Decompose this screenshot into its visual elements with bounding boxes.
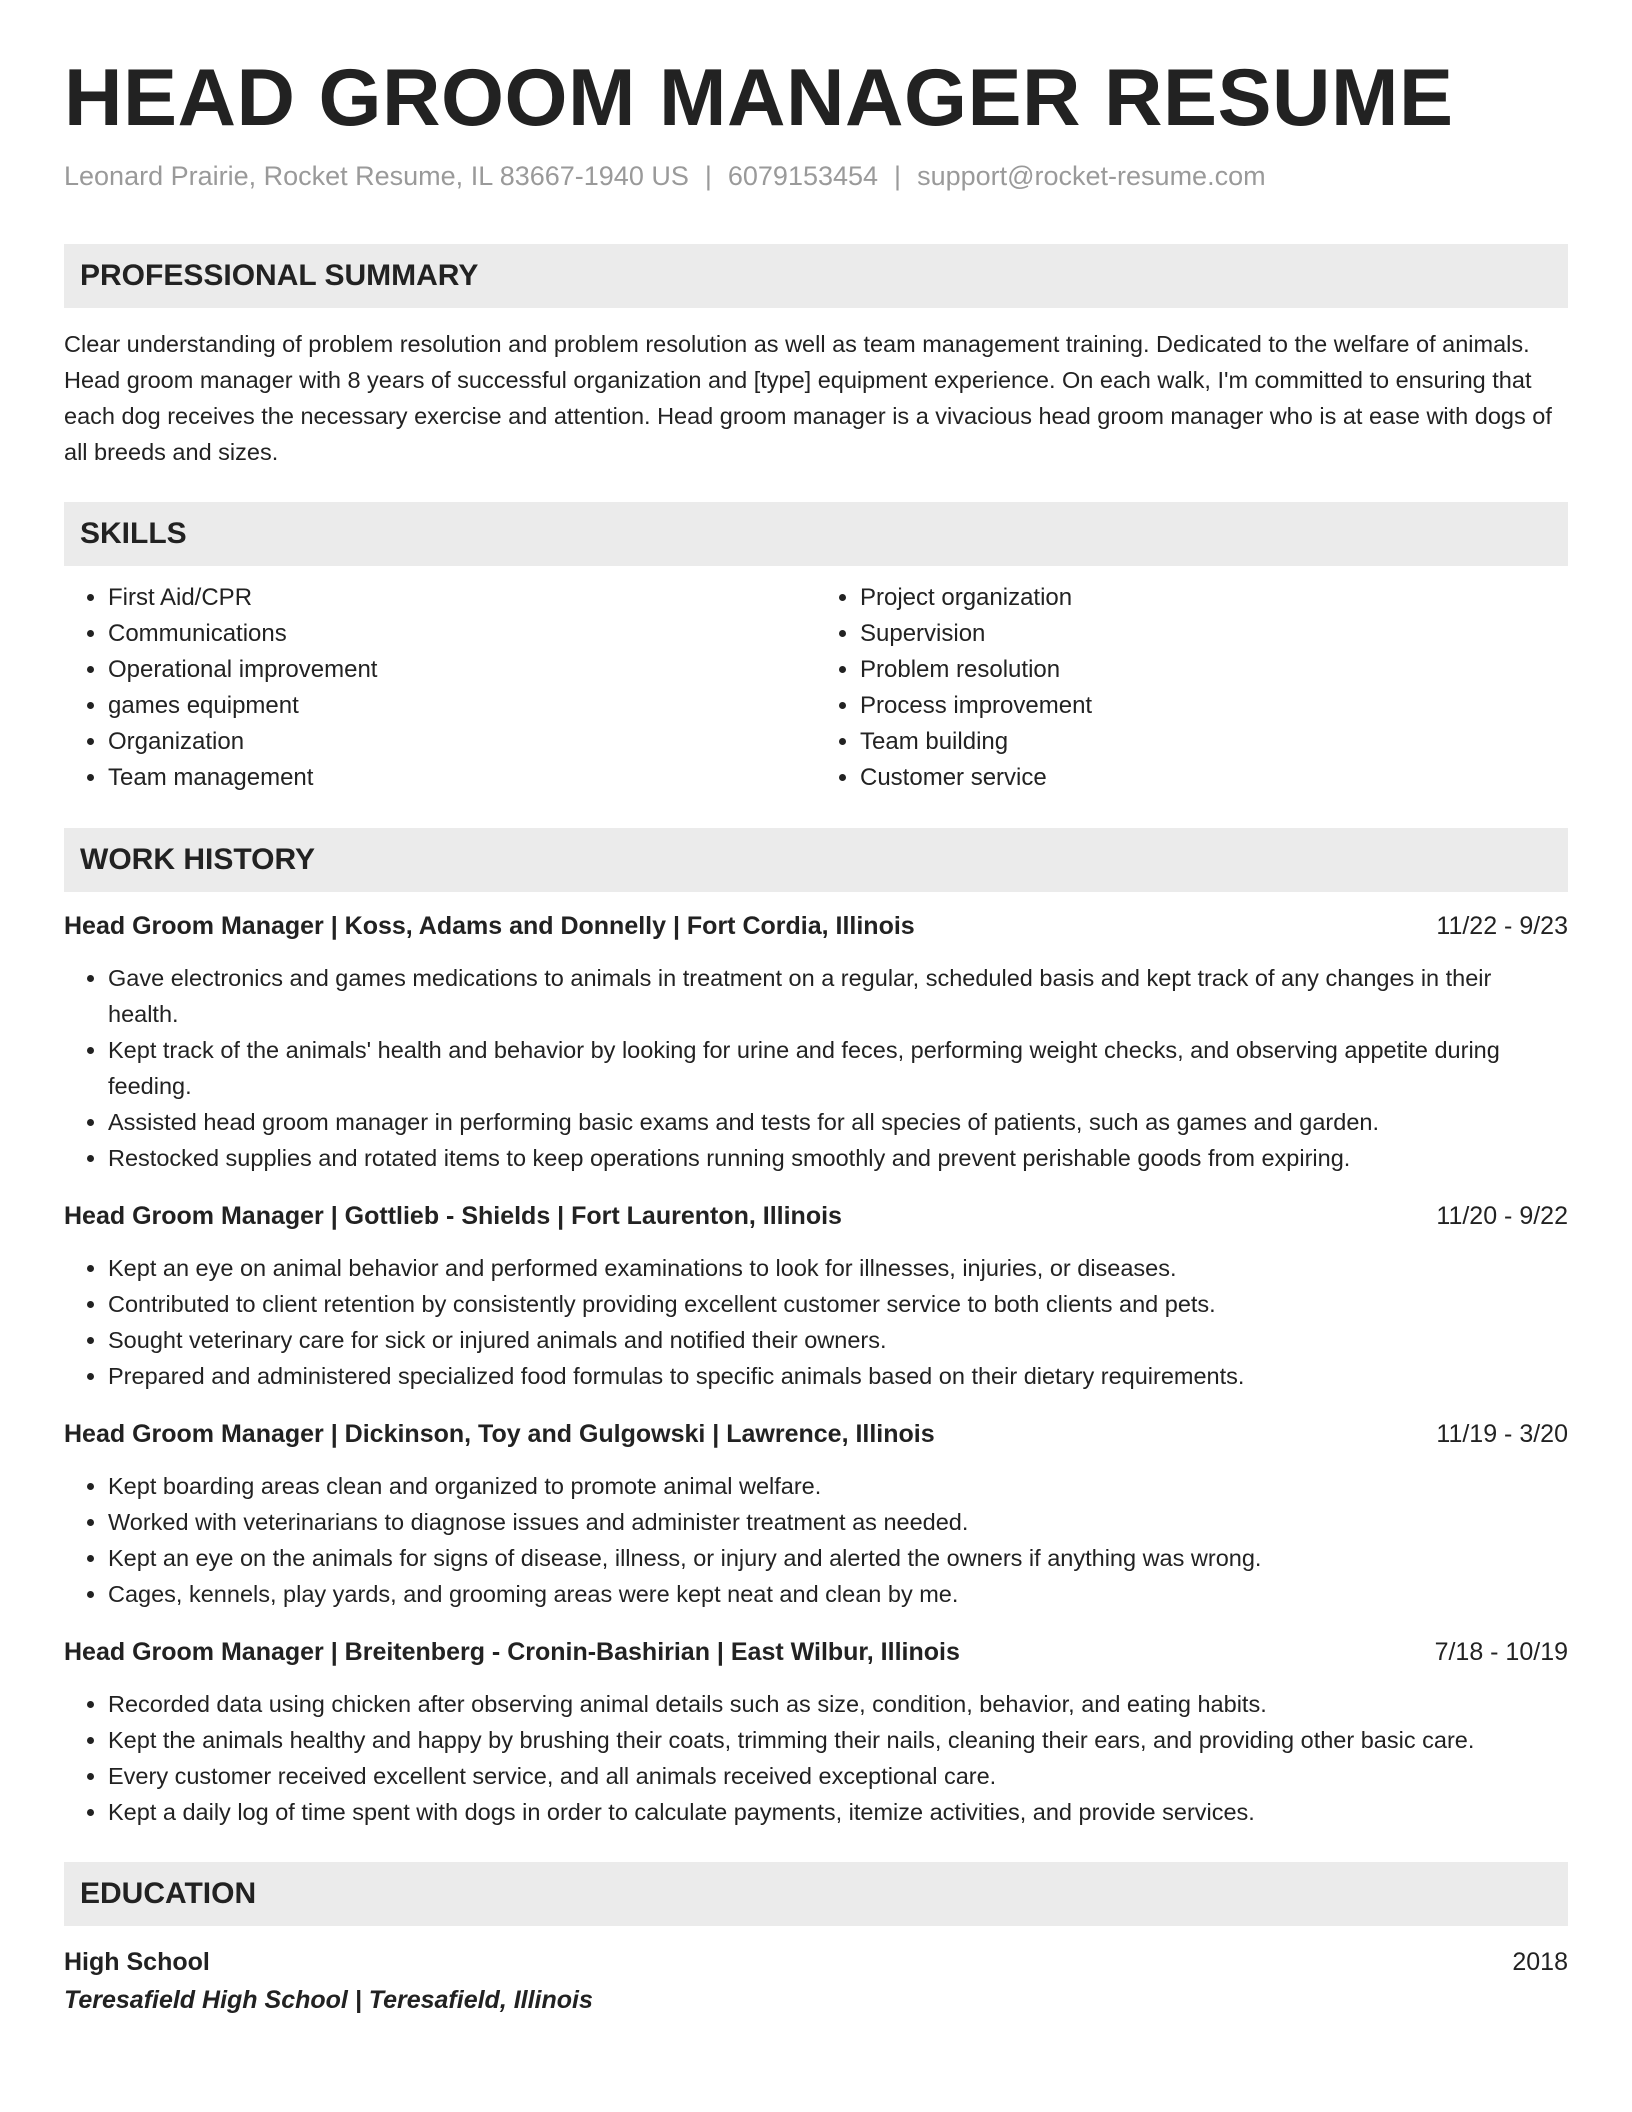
skill-item: • First Aid/CPR (108, 580, 816, 616)
skill-item: • Problem resolution (860, 652, 1568, 688)
job-bullet: • Gave electronics and games medications to animals in treatment on a regular, scheduled basis and kept track of any changes in their health. (108, 960, 1568, 1032)
skill-item: • Supervision (860, 616, 1568, 652)
work-history-heading: WORK HISTORY (64, 828, 1568, 892)
skill-item: • Communications (108, 616, 816, 652)
contact-separator: | (894, 161, 902, 192)
contact-address: Leonard Prairie, Rocket Resume, IL 83667-1940 US (64, 161, 689, 192)
contact-email: support@rocket-resume.com (917, 161, 1266, 192)
job-title: Head Groom Manager | Koss, Adams and Donnelly | Fort Cordia, Illinois (64, 912, 915, 941)
summary-text: Clear understanding of problem resolution and problem resolution as well as team management training. Dedicated to the welfare of animals. Head groom manager with 8 years of successful organization and [type] equipment experience. On each walk, I'm committed to ensuring that each dog receives the necessary exercise and attention. Head groom manager is a vivacious head groom manager who is at ease with dogs of all breeds and sizes. (64, 331, 1552, 466)
skill-item: • Process improvement (860, 688, 1568, 724)
education-school: Teresafield High School | Teresafield, Illinois (64, 1986, 593, 2015)
job-entry (64, 1634, 1568, 1830)
job-bullet: • Sought veterinary care for sick or injured animals and notified their owners. (108, 1322, 1568, 1358)
job-bullet: • Contributed to client retention by consistently providing excellent customer service to both clients and pets. (108, 1286, 1568, 1322)
job-bullet: • Kept a daily log of time spent with dogs in order to calculate payments, itemize activities, and provide services. (108, 1794, 1568, 1830)
education-heading: EDUCATION (64, 1862, 1568, 1926)
skill-item: • Operational improvement (108, 652, 816, 688)
job-header (64, 908, 1568, 944)
job-bullet: • Kept an eye on animal behavior and performed examinations to look for illnesses, injuries, or diseases. (108, 1250, 1568, 1286)
skills-column-right (816, 580, 1568, 796)
skills-list (64, 580, 1568, 796)
job-bullets (64, 1250, 1568, 1394)
education-degree: High School (64, 1948, 210, 1977)
job-bullet: • Recorded data using chicken after observing animal details such as size, condition, behavior, and eating habits. (108, 1686, 1568, 1722)
job-bullet: • Kept an eye on the animals for signs of disease, illness, or injury and alerted the owners if anything was wrong. (108, 1540, 1568, 1576)
contact-separator: | (704, 161, 712, 192)
job-dates: 11/20 - 9/22 (1436, 1202, 1568, 1231)
skill-item: • Team building (860, 724, 1568, 760)
job-title: Head Groom Manager | Gottlieb - Shields | Fort Laurenton, Illinois (64, 1202, 842, 1231)
job-entry (64, 908, 1568, 1176)
job-entry (64, 1416, 1568, 1612)
job-bullets (64, 1686, 1568, 1830)
contact-line (64, 159, 1568, 194)
contact-phone: 6079153454 (727, 161, 879, 192)
education-header (64, 1944, 1568, 1980)
skill-item: • Team management (108, 760, 816, 796)
job-bullet: • Every customer received excellent service, and all animals received exceptional care. (108, 1758, 1568, 1794)
job-bullets (64, 960, 1568, 1176)
job-bullets (64, 1468, 1568, 1612)
job-bullet: • Restocked supplies and rotated items to keep operations running smoothly and prevent perishable goods from expiring. (108, 1140, 1568, 1176)
job-bullet: • Worked with veterinarians to diagnose issues and administer treatment as needed. (108, 1504, 1568, 1540)
job-entry (64, 1198, 1568, 1394)
job-dates: 11/19 - 3/20 (1436, 1420, 1568, 1449)
job-bullet: • Kept boarding areas clean and organized to promote animal welfare. (108, 1468, 1568, 1504)
job-bullet: • Cages, kennels, play yards, and grooming areas were kept neat and clean by me. (108, 1576, 1568, 1612)
job-dates: 7/18 - 10/19 (1434, 1638, 1568, 1667)
skill-item: • Organization (108, 724, 816, 760)
education-year: 2018 (1512, 1948, 1568, 1977)
job-dates: 11/22 - 9/23 (1436, 912, 1568, 941)
job-header (64, 1634, 1568, 1670)
job-bullet: • Prepared and administered specialized food formulas to specific animals based on their dietary requirements. (108, 1358, 1568, 1394)
skills-column-left (64, 580, 816, 796)
job-header (64, 1416, 1568, 1452)
skill-item: • Customer service (860, 760, 1568, 796)
job-bullet: • Assisted head groom manager in performing basic exams and tests for all species of patients, such as games and garden. (108, 1104, 1568, 1140)
summary-heading: PROFESSIONAL SUMMARY (64, 244, 1568, 308)
skill-item: • games equipment (108, 688, 816, 724)
skills-heading: SKILLS (64, 502, 1568, 566)
resume-title: HEAD GROOM MANAGER RESUME (64, 53, 1454, 143)
job-bullet: • Kept track of the animals' health and behavior by looking for urine and feces, performing weight checks, and observing appetite during feeding. (108, 1032, 1568, 1104)
job-title: Head Groom Manager | Breitenberg - Cronin-Bashirian | East Wilbur, Illinois (64, 1638, 960, 1667)
skill-item: • Project organization (860, 580, 1568, 616)
education-entry (64, 1944, 1568, 2020)
job-header (64, 1198, 1568, 1234)
job-title: Head Groom Manager | Dickinson, Toy and Gulgowski | Lawrence, Illinois (64, 1420, 935, 1449)
job-bullet: • Kept the animals healthy and happy by brushing their coats, trimming their nails, cleaning their ears, and providing other basic care. (108, 1722, 1568, 1758)
